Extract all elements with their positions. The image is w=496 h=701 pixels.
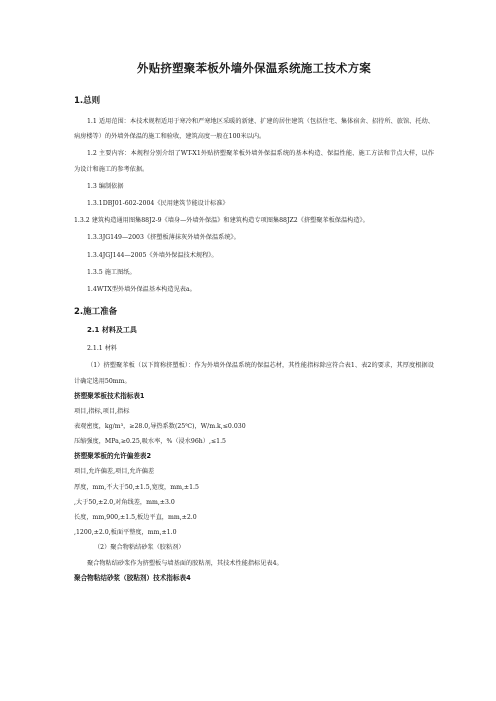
paragraph-polymer-mortar-desc: 聚合物粘结砂浆作为挤塑板与墙基面的胶粘剂，其技术性能指标见表4。 [87, 559, 283, 567]
table1-row: 压缩强度，MPa,≥0.25,吸水率，%（浸水96h）,≤1.5 [74, 438, 226, 446]
paragraph-xps-board: （1）挤塑聚苯板（以下简称挤塑板）：作为外墙外保温系统的保温芯材，其性能指标除应符合表1、表2的要求，其厚度根据设计确定选用50mm。 [74, 362, 434, 385]
paragraph-basis-3: 1.3.3JG149—2003《挤塑板薄抹灰外墙外保温系统》。 [87, 234, 240, 242]
paragraph-materials: 2.1.1 材料 [87, 345, 118, 353]
table2-row: ,大于50,±2.0,对角线差，mm,±3.0 [74, 498, 175, 506]
table1-title: 挤塑聚苯板技术指标表1 [74, 391, 145, 400]
table2-row: 长度，mm,900,±1.5,板边平直，mm,±2.0 [74, 514, 197, 522]
paragraph-basis: 1.3 编制依据 [87, 182, 124, 190]
table1-row: 表观密度，kg/m³，≥28.0,导热系数(25℃)，W/m.k,≤0.030 [74, 423, 246, 431]
paragraph-scope: 1.1 适用范围：本技术规程适用于寒冷和严寒地区采暖的新建、扩建的居住建筑（包括住宅、集体宿舍、招待所、旅馆、托幼、病房楼等）的外墙外保温的施工和验收，建筑高度一般在100米以内。 [74, 118, 434, 141]
section-heading-general: 1.总则 [74, 96, 101, 106]
table2-row: 项目,允许偏差,项目,允许偏差 [74, 468, 155, 476]
table4-title: 聚合物粘结砂浆（胶粘剂）技术指标表4 [74, 573, 191, 582]
document-title: 外贴挤塑聚苯板外墙外保温系统施工技术方案 [137, 61, 371, 75]
paragraph-main-content: 1.2 主要内容：本规程分别介绍了WT-X1外贴挤塑聚苯板外墙外保温系统的基本构造、保温性能、施工方法和节点大样，以作为设计和施工的参考依据。 [74, 150, 434, 173]
table2-row: ,1200,±2.0,板面平整度，mm,±1.0 [74, 529, 177, 537]
paragraph-basis-5: 1.3.5 施工图纸。 [87, 268, 136, 276]
paragraph-basis-4: 1.3.4JGJ144—2005《外墙外保温技术规程》。 [87, 251, 218, 259]
table2-row: 厚度，mm,不大于50,±1.5,宽度，mm,±1.5 [74, 483, 199, 491]
paragraph-construction-ref: 1.4WTX型外墙外保温基本构造见表a。 [87, 286, 196, 294]
paragraph-basis-2: 1.3.2 建筑构造通用图集88J2-9《墙身—外墙外保温》和建筑构造专项图集88JZ2《挤塑聚苯板保温构造》。 [74, 217, 369, 225]
subsection-heading-materials: 2.1 材料及工具 [87, 326, 137, 335]
section-heading-preparation: 2.施工准备 [74, 307, 118, 318]
paragraph-basis-1: 1.3.1DBJ01-602-2004《民用建筑节能设计标准》 [87, 200, 229, 208]
table2-title: 挤塑聚苯板的允许偏差表2 [74, 452, 152, 461]
table1-row: 项目,指标,项目,指标 [74, 407, 130, 415]
paragraph-polymer-mortar: （2）聚合物粘结砂浆（胶粘剂） [94, 544, 185, 552]
